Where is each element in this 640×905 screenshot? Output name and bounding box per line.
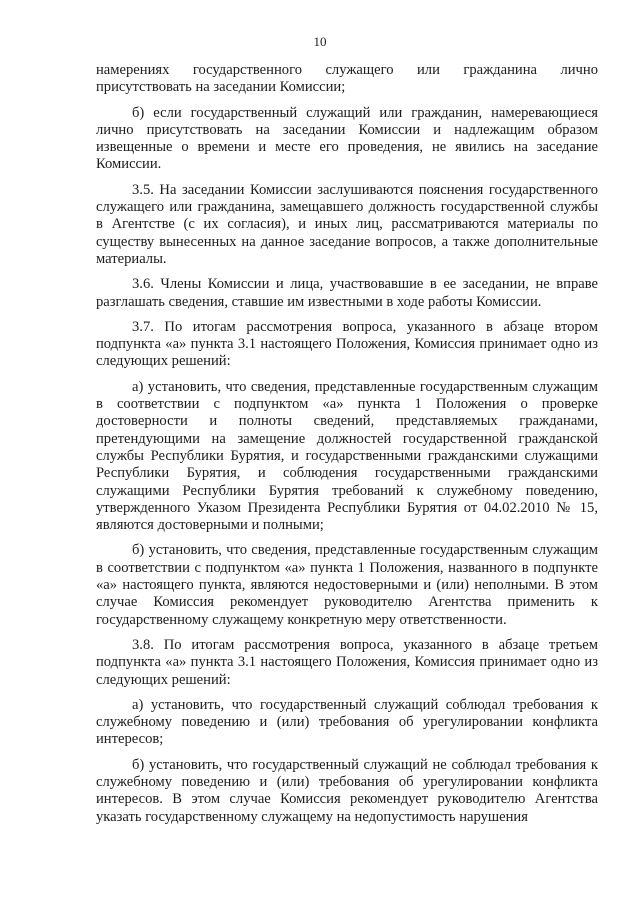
paragraph-3-8-a: а) установить, что государственный служащий соблюдал требования к служебному поведению и (или) требования об урегулировании конфликта интересов; xyxy=(96,696,598,748)
paragraph-3-7: 3.7. По итогам рассмотрения вопроса, указанного в абзаце втором подпункта «а» пункта 3.1 настоящего Положения, Комиссия принимает одно из следующих решений: xyxy=(96,318,598,370)
paragraph-continuation: намерениях государственного служащего или гражданина лично присутствовать на заседании Комиссии; xyxy=(96,62,598,96)
paragraph-3-6: 3.6. Члены Комиссии и лица, участвовавшие в ее заседании, не вправе разглашать сведения, ставшие им известными в ходе работы Комиссии. xyxy=(96,276,598,310)
page-number: 10 xyxy=(313,34,327,49)
paragraph-3-4-b: б) если государственный служащий или гражданин, намеревающиеся лично присутствовать на заседании Комиссии и надлежащим образом извещенные о времени и месте его проведения, не явились на заседание Комиссии. xyxy=(96,104,598,173)
paragraph-3-7-a: а) установить, что сведения, представленные государственным служащим в соответствии с подпунктом «а» пункта 1 Положения о проверке достоверности и полноты сведений, представляемых гражданами, претендующими на замещение должностей государственной гражданской службы Республики Бурятия, и государственными гражданскими служащими Республики Бурятия, и соблюдения государственными гражданскими служащими Республики Бурятия требований к служебному поведению, утвержденного Указом Президента Республики Бурятия от 04.02.2010 № 15, являются достоверными и полными; xyxy=(96,378,598,534)
paragraph-3-7-b: б) установить, что сведения, представленные государственным служащим в соответствии с подпунктом «а» пункта 1 Положения, названного в подпункте «а» настоящего пункта, являются недостоверными и (или) неполными. В этом случае Комиссия рекомендует руководителю Агентства применить к государственному служащему конкретную меру ответственности. xyxy=(96,542,598,628)
document-body xyxy=(96,62,598,834)
paragraph-3-5: 3.5. На заседании Комиссии заслушиваются пояснения государственного служащего или гражданина, замещавшего должность государственной службы в Агентстве (с их согласия), и иных лиц, рассматриваются материалы по существу вынесенных на данное заседание вопросов, а также дополнительные материалы. xyxy=(96,181,598,267)
paragraph-3-8-b: б) установить, что государственный служащий не соблюдал требования к служебному поведению и (или) требования об урегулировании конфликта интересов. В этом случае Комиссия рекомендует руководителю Агентства указать государственному служащему на недопустимость нарушения xyxy=(96,756,598,825)
paragraph-3-8: 3.8. По итогам рассмотрения вопроса, указанного в абзаце третьем подпункта «а» пункта 3.1 настоящего Положения, Комиссия принимает одно из следующих решений: xyxy=(96,636,598,688)
